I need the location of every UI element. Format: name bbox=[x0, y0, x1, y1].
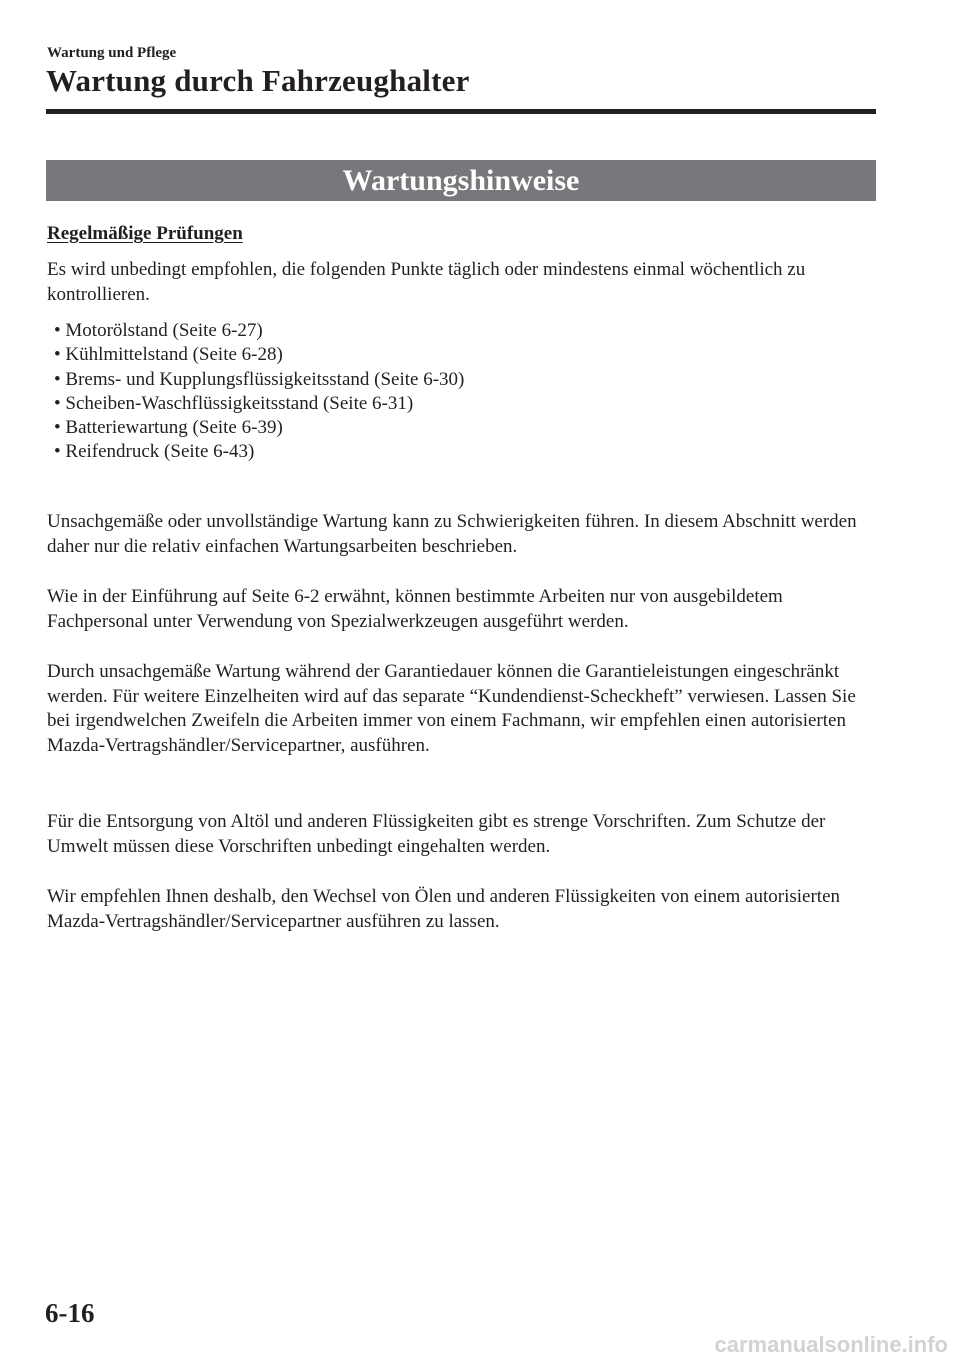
checklist-item: • Motorölstand (Seite 6-27) bbox=[54, 319, 464, 343]
checklist-item: • Reifendruck (Seite 6-43) bbox=[54, 440, 464, 464]
breadcrumb: Wartung und Pflege bbox=[47, 45, 177, 61]
body-paragraph: Für die Entsorgung von Altöl und anderen Flüssigkeiten gibt es strenge Vorschriften. Zum Schutze der Umwelt müssen diese Vorschriften unbedingt eingehalten werden. bbox=[47, 811, 826, 857]
page-number: 6-16 bbox=[45, 1298, 95, 1328]
watermark: carmanualsonline.info bbox=[714, 1332, 948, 1357]
checklist-item: • Scheiben-Waschflüssigkeitsstand (Seite 6-31) bbox=[54, 392, 464, 416]
intro-paragraph: Es wird unbedingt empfohlen, die folgenden Punkte täglich oder mindestens einmal wöchentlich zu kontrollieren. bbox=[47, 259, 806, 305]
title-divider bbox=[46, 109, 876, 114]
body-paragraph: Unsachgemäße oder unvollständige Wartung kann zu Schwierigkeiten führen. In diesem Abschnitt werden daher nur die relativ einfachen Wartungsarbeiten beschrieben. bbox=[47, 511, 857, 557]
body-paragraph: Wir empfehlen Ihnen deshalb, den Wechsel von Ölen und anderen Flüssigkeiten von einem autorisierten Mazda-Vertragshändler/Servicepartner ausführen zu lassen. bbox=[47, 886, 841, 932]
checklist bbox=[54, 319, 464, 465]
body-paragraph: Durch unsachgemäße Wartung während der Garantiedauer können die Garantieleistungen eingeschränkt werden. Für weitere Einzelheiten wird auf das separate “Kundendienst-Scheckheft” verwiesen. Lassen Sie bei irgendwelchen Zweifeln die Arbeiten immer von einem Fachmann, wir empfehlen einen autorisierten Mazda-Vertragshändler/Servicepartner, ausführen. bbox=[47, 661, 856, 756]
page-title: Wartung durch Fahrzeughalter bbox=[46, 63, 470, 98]
checklist-item: • Kühlmittelstand (Seite 6-28) bbox=[54, 343, 464, 367]
checklist-item: • Batteriewartung (Seite 6-39) bbox=[54, 416, 464, 440]
section-subheading: Regelmäßige Prüfungen bbox=[47, 223, 243, 244]
section-banner: Wartungshinweise bbox=[46, 160, 876, 201]
checklist-item: • Brems- und Kupplungsflüssigkeitsstand (Seite 6-30) bbox=[54, 368, 464, 392]
body-paragraph: Wie in der Einführung auf Seite 6-2 erwähnt, können bestimmte Arbeiten nur von ausgebildetem Fachpersonal unter Verwendung von Spezialwerkzeugen ausgeführt werden. bbox=[47, 586, 783, 632]
